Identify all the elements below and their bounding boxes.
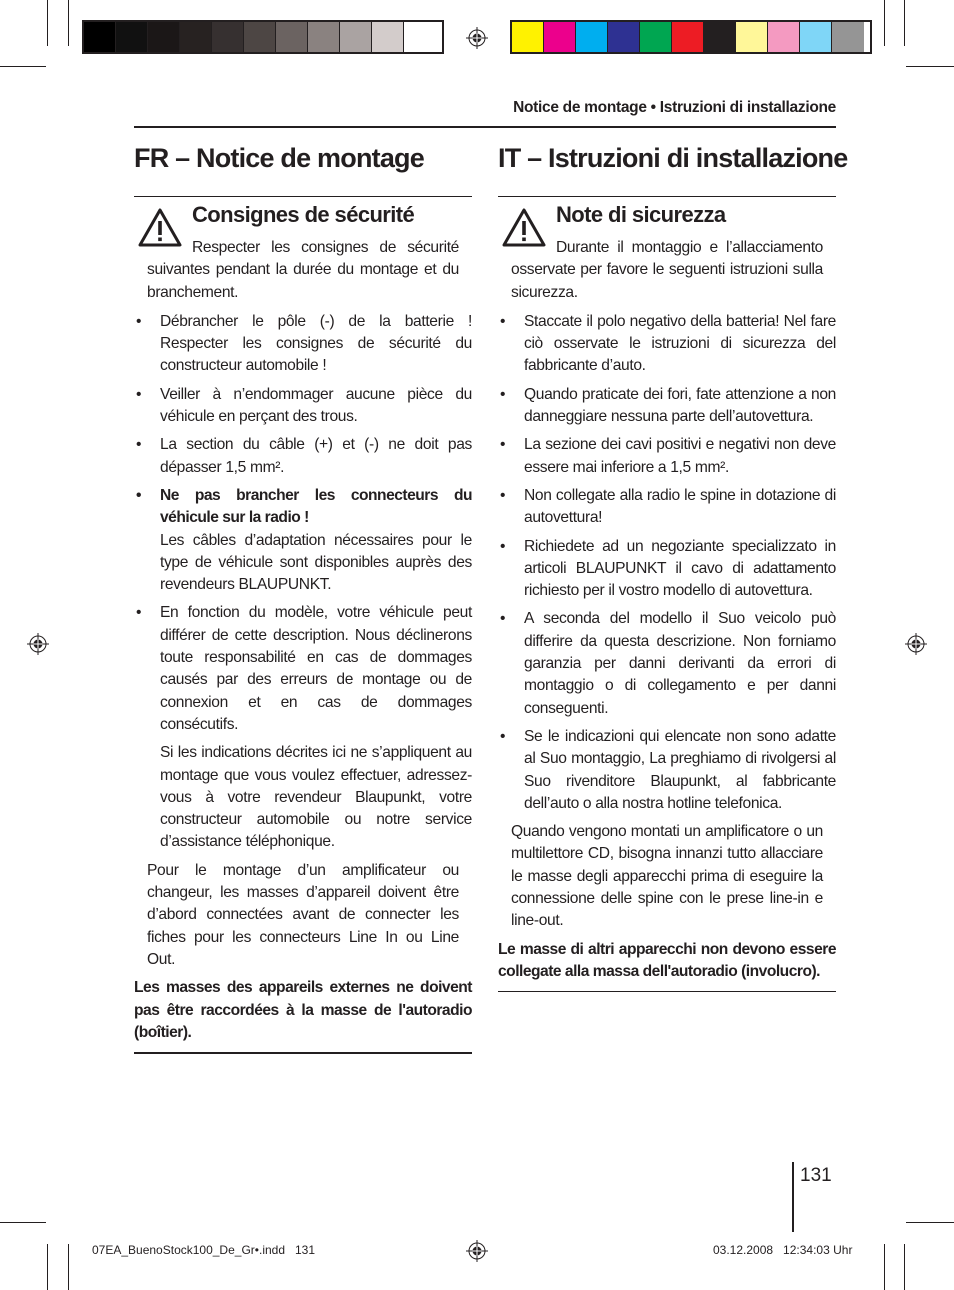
fr-page-title: FR – Notice de montage [134,143,424,173]
it-bullet-5: • Richiedete ad un negoziante specializzato in articoli BLAUPUNKT il cavo di adattamento richiesto per il vostro modello di autovettura. [498,536,836,603]
fr-end-rule [134,1052,472,1054]
fr-bullet-3: • La section du câble (+) et (-) ne doit pas dépasser 1,5 mm². [134,434,472,479]
gray-color-bar [82,20,444,54]
registration-mark-icon [27,633,49,655]
registration-mark-icon [905,633,927,655]
gray-swatch [148,22,180,52]
fr-bullet-4-note: Les câbles d’adaptation nécessaires pour le type de véhicule sont disponibles auprès des revendeurs BLAUPUNKT. [160,531,472,594]
gray-swatch [372,22,404,52]
gray-swatch [404,22,436,52]
it-end-rule [498,991,836,992]
fr-bullet-1: • Débrancher le pôle (-) de la batterie ! Respecter les consignes de sécurité du constructeur automobile ! [134,311,472,378]
crop-mark [68,1244,69,1290]
it-bullet-4: • Non collegate alla radio le spine in dotazione di autovettura! [498,485,836,530]
crop-mark [904,0,905,46]
footer-file-info: 07EA_BuenoStock100_De_Gr•.indd 131 [92,1243,316,1257]
fr-bullet-2: • Veiller à n’endommager aucune pièce du véhicule en perçant des trous. [134,384,472,429]
fr-ground-warning: Les masses des appareils externes ne doivent pas être raccordées à la masse de l'autoradio (boîtier). [134,979,472,1041]
crop-mark [68,0,69,46]
process-color-swatch [640,22,672,52]
gray-swatch [308,22,340,52]
process-color-swatch [736,22,768,52]
it-bullet-2: • Quando praticate dei fori, fate attenzione a non danneggiare nessuna parte dell’autovettura. [498,384,836,429]
crop-mark [884,1244,885,1290]
crop-mark [0,1222,46,1223]
process-color-swatch [832,22,864,52]
fr-intro: Respecter les consignes de sécurité suivantes pendant la durée du montage et du branchement. [147,239,459,301]
crop-mark [884,0,885,46]
it-ground-warning: Le masse di altri apparecchi non devono essere collegate alla massa dell'autoradio (involucro). [498,940,836,980]
process-color-bar [510,20,872,54]
crop-mark [47,1244,48,1290]
process-color-swatch [608,22,640,52]
fr-section-title: Consignes de sécurité [192,202,415,227]
process-color-swatch [704,22,736,52]
gray-swatch [116,22,148,52]
it-section-title: Note di sicurezza [556,202,726,227]
it-amplifier-note: Quando vengono montati un amplificatore o un multilettore CD, bisogna innanzi tutto allacciare le masse degli apparecchi prima di eseguire la connessione delle spine con le prese line-in e line-out. [511,823,823,930]
registration-mark-icon [466,1240,488,1262]
it-bullet-6: • A seconda del modello il Suo veicolo può differire da questa descrizione. Non forniamo garanzia per danni derivanti da errori di montaggio o di collegamento e per danni conseguenti. [498,608,836,719]
fr-bullet-5-note: Si les indications décrites ici ne s’appliquent au montage que vous voulez effectuer, adressez-vous à votre revendeur Blaupunkt, votre constructeur automobile ou notre service d’assistance téléphonique. [160,744,472,851]
page-number: 131 [800,1165,832,1186]
process-color-swatch [768,22,800,52]
it-bullet-3: • La sezione dei cavi positivi e negativi non deve essere mai inferiore a 1,5 mm². [498,434,836,479]
fr-bullet-4: • Ne pas brancher les connecteurs du véhicule sur la radio ! [134,485,472,530]
process-color-swatch [544,22,576,52]
page-number-rule [792,1162,794,1232]
it-section-rule [498,196,836,197]
fr-column [134,237,472,1054]
footer-timestamp: 03.12.2008 12:34:03 Uhr [713,1243,853,1257]
crop-mark [906,1222,954,1223]
gray-swatch [276,22,308,52]
gray-swatch [340,22,372,52]
crop-mark [0,66,46,67]
process-color-swatch [576,22,608,52]
gray-swatch [84,22,116,52]
crop-mark [906,66,954,67]
registration-mark-icon [466,27,488,49]
process-color-swatch [800,22,832,52]
gray-swatch [180,22,212,52]
process-color-swatch [672,22,704,52]
it-bullet-1: • Staccate il polo negativo della batteria! Nel fare ciò osservate le istruzioni di sicurezza del fabbricante d’auto. [498,311,836,378]
running-head: Notice de montage • Istruzioni di installazione [513,99,836,116]
it-bullet-7: • Se le indicazioni qui elencate non sono adatte al Suo montaggio, La preghiamo di rivolgersi al Suo rivenditore Blaupunkt, al fabbricante dell’auto o alla nostra hotline telefonica. [498,726,836,815]
header-rule [134,126,836,128]
fr-section-rule [134,196,472,197]
crop-mark [904,1244,905,1290]
gray-swatch [212,22,244,52]
it-column [498,237,836,992]
crop-mark [47,0,48,46]
gray-swatch [244,22,276,52]
fr-amplifier-note: Pour le montage d’un amplificateur ou changeur, les masses d’appareil doivent être d’abord connectées avant de connecter les fiches pour les connecteurs Line In ou Line Out. [147,861,459,968]
fr-bullet-5: • En fonction du modèle, votre véhicule peut différer de cette description. Nous déclinerons toute responsabilité en cas de dommages causés par des erreurs de montage ou de connexion et en cas de dommages consécutifs. [134,602,472,736]
process-color-swatch [512,22,544,52]
it-page-title: IT – Istruzioni di installazione [498,143,848,173]
it-intro: Durante il montaggio e l’allacciamento osservate per favore le seguenti istruzioni sulla sicurezza. [511,239,823,301]
